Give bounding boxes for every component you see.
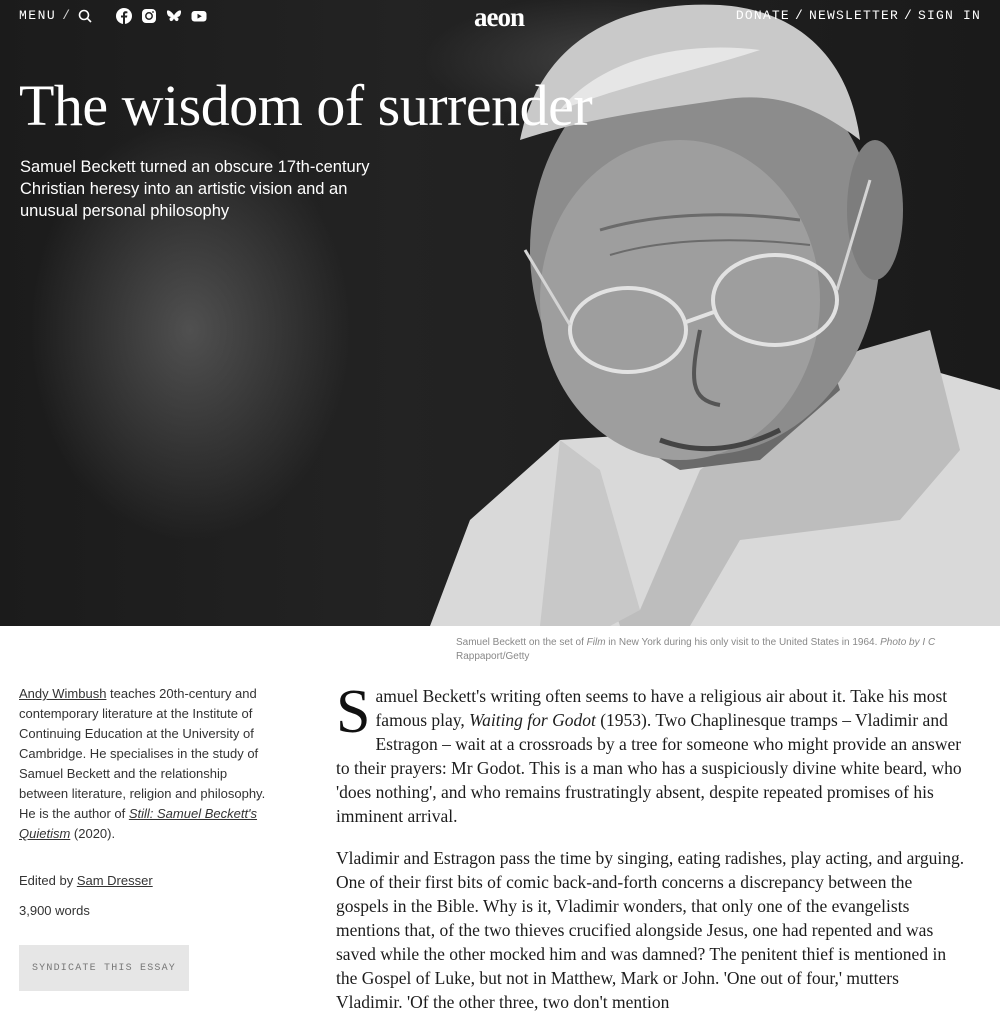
nav-separator: / [794,8,804,23]
play-title: Waiting for Godot [469,710,596,730]
syndicate-essay-button[interactable]: SYNDICATE THIS ESSAY [19,945,189,991]
youtube-icon[interactable] [191,8,207,24]
search-icon[interactable] [78,9,92,23]
article-standfirst: Samuel Beckett turned an obscure 17th-century Christian heresy into an artistic vision and an unusual personal philosophy [20,158,370,220]
social-links [116,8,207,24]
paragraph-text: amuel Beckett's writing often seems to have a religious air about it. Take his most famous play, [375,686,948,730]
facebook-icon[interactable] [116,8,132,24]
drop-cap: S [336,678,371,746]
article-paragraph: Vladimir and Estragon pass the time by singing, eating radishes, play acting, and arguing. One of their first bits of comic back-and-forth concerns a discrepancy between the gospels in the Bible. Why is it, Vladimir wonders, that only one of the evangelists mentions that, of the two thieves crucified alongside Jesus, one had repented and was saved while the other mocked him and was damned? The penitent thief is mentioned in the Gospel of Luke, but not in Matthew, Mark or John. 'One out of four,' mutters Vladimir. 'Of the other three, two don't mention [336,848,965,1012]
menu-separator: / [62,8,72,23]
article-paragraph [336,678,966,828]
menu-group [19,8,92,23]
edited-by-label: Edited by [19,873,77,888]
author-link[interactable]: Andy Wimbush [19,686,107,701]
caption-prefix: Samuel Beckett on the set of [456,637,587,648]
book-link[interactable]: Still: Samuel Beckett's Quietism [19,806,258,841]
editor-credit [19,871,279,891]
article-title: The wisdom of surrender [19,73,593,138]
caption-credit: Photo by I C [880,637,936,648]
aeon-logo[interactable]: aeon [474,2,524,32]
photo-caption [456,636,956,664]
instagram-icon[interactable] [141,8,157,24]
caption-middle: in New York during his only visit to the United States in 1964. [605,637,881,648]
caption-film-title: Film [586,637,606,648]
top-navigation [0,0,1000,34]
bluesky-icon[interactable] [166,8,182,24]
donate-link[interactable]: DONATE [735,8,790,23]
editor-link[interactable]: Sam Dresser [76,873,153,888]
nav-separator: / [903,8,913,23]
article-sidebar [19,684,279,991]
menu-button[interactable]: MENU [19,8,57,23]
account-nav [736,8,981,23]
caption-credit-tail: Rappaport/Getty [456,651,530,662]
sign-in-link[interactable]: SIGN IN [917,8,981,23]
word-count: 3,900 words [19,903,90,918]
newsletter-link[interactable]: NEWSLETTER [808,8,899,23]
paragraph-text: (1953). Two Chaplinesque tramps – Vladimir and Estragon – wait at a crossroads by a tree for someone who might provide an answer to their prayers: Mr Godot. This is a man who has a suspiciously divine white beard, who 'does nothing', and who remains frustratingly absent, despite repeated promises of his imminent arrival. [336,710,962,826]
author-bio [19,684,279,844]
author-bio-text: teaches 20th-century and contemporary literature at the Institute of Continuing Education at the University of Cambridge. He specialises in the study of Samuel Beckett and the relationship between literature, religion and philosophy. He is the author of [19,686,266,821]
book-year: (2020). [70,826,116,841]
article-body [336,678,966,1032]
